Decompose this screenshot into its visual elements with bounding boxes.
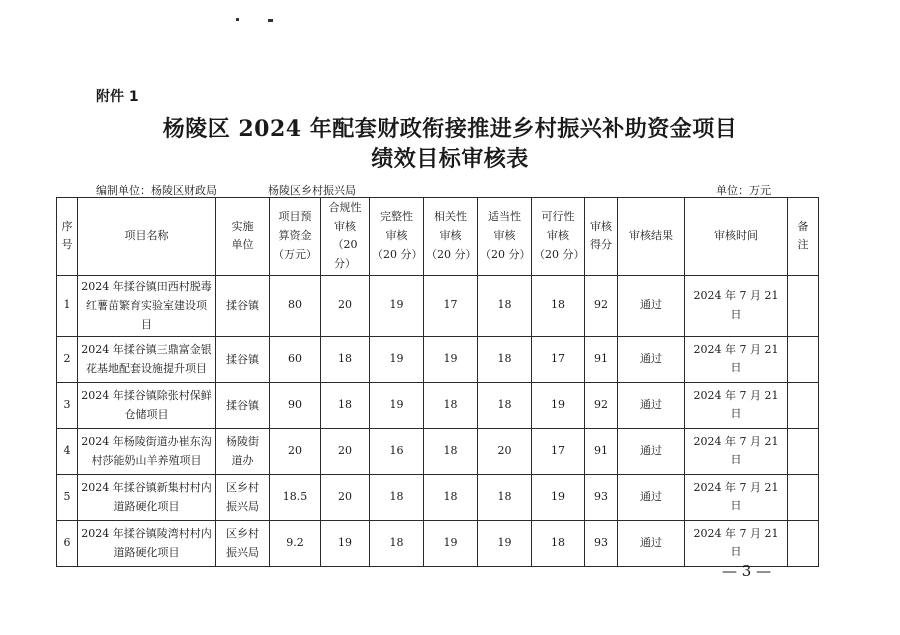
cell-compliance: 20	[321, 428, 370, 474]
cell-remark	[788, 336, 819, 382]
header-seq: 序 号	[57, 198, 78, 276]
cell-score: 92	[585, 275, 618, 336]
cell-remark	[788, 474, 819, 520]
cell-appropriateness: 19	[478, 520, 532, 566]
table-row	[57, 275, 819, 336]
header-result: 审核结果	[618, 198, 685, 276]
cell-budget: 18.5	[270, 474, 321, 520]
document-title-line1: 杨陵区 2024 年配套财政衔接推进乡村振兴补助资金项目	[162, 116, 738, 142]
cell-relevance: 18	[424, 428, 478, 474]
cell-budget: 9.2	[270, 520, 321, 566]
cell-remark	[788, 520, 819, 566]
cell-time: 2024 年 7 月 21 日	[685, 275, 788, 336]
cell-seq: 2	[57, 336, 78, 382]
cell-feasibility: 17	[532, 336, 585, 382]
cell-remark	[788, 382, 819, 428]
cell-impl-unit: 杨陵街 道办	[216, 428, 270, 474]
cell-feasibility: 17	[532, 428, 585, 474]
document-title-line2: 绩效目标审核表	[371, 146, 529, 172]
cell-compliance: 18	[321, 382, 370, 428]
header-project-name: 项目名称	[78, 198, 216, 276]
header-relevance: 相关性 审核 （20 分）	[424, 198, 478, 276]
cell-feasibility: 19	[532, 474, 585, 520]
table-row	[57, 336, 819, 382]
cell-project-name: 2024 年揉谷镇新集村村内 道路硬化项目	[78, 474, 216, 520]
scan-speck	[236, 18, 239, 21]
scan-speck	[268, 19, 273, 22]
cell-appropriateness: 20	[478, 428, 532, 474]
cell-time: 2024 年 7 月 21 日	[685, 382, 788, 428]
cell-relevance: 17	[424, 275, 478, 336]
cell-remark	[788, 428, 819, 474]
cell-relevance: 19	[424, 520, 478, 566]
cell-impl-unit: 区乡村 振兴局	[216, 520, 270, 566]
cell-impl-unit: 揉谷镇	[216, 336, 270, 382]
cell-score: 93	[585, 520, 618, 566]
cell-compliance: 20	[321, 474, 370, 520]
cell-remark	[788, 275, 819, 336]
cell-time: 2024 年 7 月 21 日	[685, 520, 788, 566]
cell-completeness: 16	[370, 428, 424, 474]
cell-impl-unit: 区乡村 振兴局	[216, 474, 270, 520]
cell-feasibility: 18	[532, 275, 585, 336]
cell-project-name: 2024 年杨陵街道办崔东沟 村莎能奶山羊养殖项目	[78, 428, 216, 474]
cell-relevance: 19	[424, 336, 478, 382]
compiled-by-org2: 杨陵区乡村振兴局	[268, 184, 356, 197]
cell-appropriateness: 18	[478, 474, 532, 520]
cell-impl-unit: 揉谷镇	[216, 382, 270, 428]
cell-seq: 4	[57, 428, 78, 474]
cell-score: 93	[585, 474, 618, 520]
cell-completeness: 18	[370, 520, 424, 566]
cell-seq: 6	[57, 520, 78, 566]
cell-score: 92	[585, 382, 618, 428]
header-impl-unit: 实施 单位	[216, 198, 270, 276]
table-row	[57, 382, 819, 428]
cell-appropriateness: 18	[478, 275, 532, 336]
cell-result: 通过	[618, 336, 685, 382]
cell-completeness: 19	[370, 382, 424, 428]
cell-result: 通过	[618, 275, 685, 336]
cell-project-name: 2024 年揉谷镇田西村脱毒 红薯苗繁育实验室建设项 目	[78, 275, 216, 336]
annex-label: 附件 1	[96, 89, 139, 105]
cell-completeness: 19	[370, 275, 424, 336]
cell-appropriateness: 18	[478, 336, 532, 382]
compiled-by-label: 编制单位：杨陵区财政局	[96, 184, 217, 197]
cell-impl-unit: 揉谷镇	[216, 275, 270, 336]
cell-seq: 3	[57, 382, 78, 428]
unit-label: 单位：万元	[716, 184, 771, 197]
cell-time: 2024 年 7 月 21 日	[685, 428, 788, 474]
cell-seq: 5	[57, 474, 78, 520]
cell-relevance: 18	[424, 474, 478, 520]
cell-completeness: 19	[370, 336, 424, 382]
cell-project-name: 2024 年揉谷镇陵湾村村内 道路硬化项目	[78, 520, 216, 566]
cell-budget: 60	[270, 336, 321, 382]
header-time: 审核时间	[685, 198, 788, 276]
header-remark: 备 注	[788, 198, 819, 276]
cell-completeness: 18	[370, 474, 424, 520]
cell-score: 91	[585, 336, 618, 382]
cell-feasibility: 18	[532, 520, 585, 566]
header-score: 审核 得分	[585, 198, 618, 276]
cell-score: 91	[585, 428, 618, 474]
table-row	[57, 474, 819, 520]
cell-project-name: 2024 年揉谷镇除张村保鲜 仓储项目	[78, 382, 216, 428]
cell-result: 通过	[618, 382, 685, 428]
cell-seq: 1	[57, 275, 78, 336]
cell-compliance: 19	[321, 520, 370, 566]
cell-compliance: 18	[321, 336, 370, 382]
table-header-row	[57, 198, 819, 276]
cell-feasibility: 19	[532, 382, 585, 428]
cell-budget: 80	[270, 275, 321, 336]
header-budget: 项目预 算资金 （万元）	[270, 198, 321, 276]
cell-result: 通过	[618, 474, 685, 520]
review-table	[56, 197, 819, 567]
header-completeness: 完整性 审核 （20 分）	[370, 198, 424, 276]
cell-relevance: 18	[424, 382, 478, 428]
table-row	[57, 428, 819, 474]
cell-time: 2024 年 7 月 21 日	[685, 474, 788, 520]
header-feasibility: 可行性 审核 （20 分）	[532, 198, 585, 276]
cell-result: 通过	[618, 428, 685, 474]
page-number: — 3 —	[722, 562, 772, 580]
header-appropriateness: 适当性 审核 （20 分）	[478, 198, 532, 276]
cell-budget: 90	[270, 382, 321, 428]
cell-appropriateness: 18	[478, 382, 532, 428]
table-row	[57, 520, 819, 566]
cell-project-name: 2024 年揉谷镇三鼎富金银 花基地配套设施提升项目	[78, 336, 216, 382]
cell-time: 2024 年 7 月 21 日	[685, 336, 788, 382]
header-compliance: 合规性 审核 （20 分）	[321, 198, 370, 276]
cell-budget: 20	[270, 428, 321, 474]
cell-compliance: 20	[321, 275, 370, 336]
cell-result: 通过	[618, 520, 685, 566]
